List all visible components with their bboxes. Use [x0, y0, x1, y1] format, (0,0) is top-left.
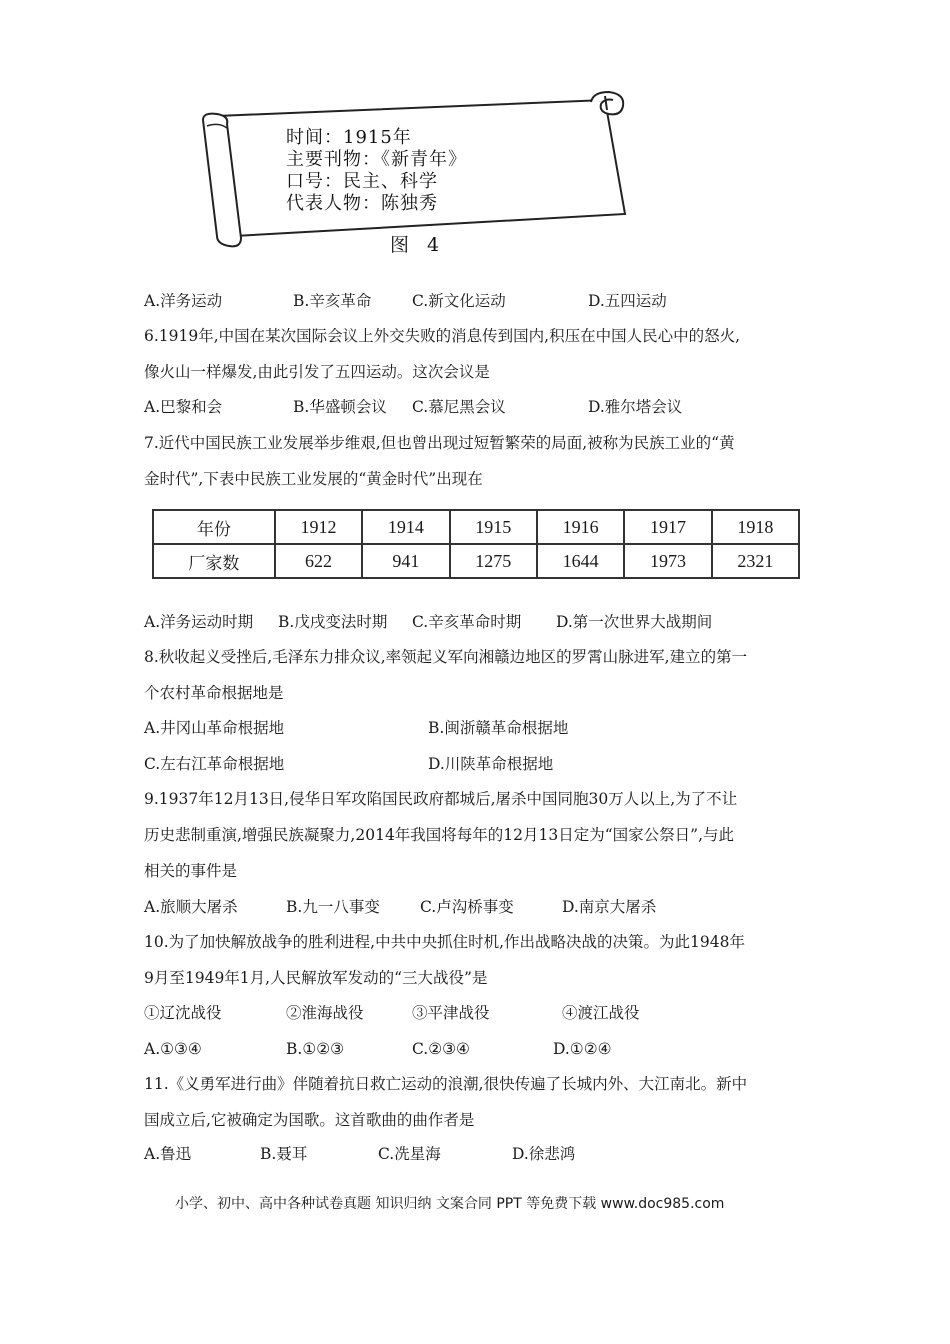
- q8-option-a[interactable]: A.井冈山革命根据地: [144, 719, 285, 737]
- q5-option-a[interactable]: A.洋务运动: [144, 292, 223, 310]
- q11-stem-line-1: 11.《义勇军进行曲》伴随着抗日救亡运动的浪潮,很快传遍了长城内外、大江南北。新中: [144, 1075, 748, 1093]
- q10-option-d[interactable]: D.①②④: [553, 1040, 612, 1058]
- table-cell-year: 1914: [362, 510, 449, 544]
- figure-line-time: 时间：1915年: [286, 127, 412, 148]
- q11-stem-line-2: 国成立后,它被确定为国歌。这首歌曲的曲作者是: [144, 1111, 475, 1129]
- q10-item-4: ④渡江战役: [562, 1004, 640, 1022]
- q10-stem-line-1: 10.为了加快解放战争的胜利进程,中共中央抓住时机,作出战略决战的决策。为此1948年: [144, 933, 745, 951]
- q10-option-a[interactable]: A.①③④: [144, 1040, 202, 1058]
- q10-stem-line-2: 9月至1949年1月,人民解放军发动的“三大战役”是: [144, 969, 488, 987]
- factory-count-table: [152, 509, 800, 579]
- table-cell-year: 1918: [712, 510, 799, 544]
- q8-option-c[interactable]: C.左右江革命根据地: [144, 755, 285, 773]
- q11-option-d[interactable]: D.徐悲鸿: [512, 1145, 576, 1163]
- q5-option-d[interactable]: D.五四运动: [588, 292, 667, 310]
- table-cell-count: 941: [362, 544, 449, 578]
- table-cell-count: 1644: [537, 544, 624, 578]
- table-cell-count: 1973: [624, 544, 711, 578]
- table-header-year: 年份: [153, 510, 275, 544]
- q10-item-3: ③平津战役: [412, 1004, 490, 1022]
- q8-option-b[interactable]: B.闽浙赣革命根据地: [428, 719, 569, 737]
- q7-option-b[interactable]: B.戊戌变法时期: [278, 613, 388, 631]
- figure-line-figure: 代表人物：陈独秀: [286, 193, 438, 214]
- q11-option-a[interactable]: A.鲁迅: [144, 1145, 192, 1163]
- table-cell-count: 2321: [712, 544, 799, 578]
- q9-option-a[interactable]: A.旅顺大屠杀: [144, 898, 238, 916]
- table-row-years: [153, 510, 799, 544]
- q11-option-c[interactable]: C.冼星海: [378, 1145, 441, 1163]
- q9-option-b[interactable]: B.九一八事变: [286, 898, 380, 916]
- q6-option-b[interactable]: B.华盛顿会议: [293, 398, 387, 416]
- q10-item-2: ②淮海战役: [286, 1004, 364, 1022]
- q6-option-d[interactable]: D.雅尔塔会议: [588, 398, 683, 416]
- table-cell-count: 1275: [450, 544, 537, 578]
- q9-stem-line-1: 9.1937年12月13日,侵华日军攻陷国民政府都城后,屠杀中国同胞30万人以上,为了不让: [144, 790, 738, 808]
- q9-option-c[interactable]: C.卢沟桥事变: [420, 898, 514, 916]
- q9-stem-line-3: 相关的事件是: [144, 862, 238, 880]
- q10-option-c[interactable]: C.②③④: [412, 1040, 470, 1058]
- q5-option-c[interactable]: C.新文化运动: [412, 292, 506, 310]
- q10-item-1: ①辽沈战役: [144, 1004, 222, 1022]
- table-cell-count: 622: [275, 544, 362, 578]
- page-footer: 小学、初中、高中各种试卷真题 知识归纳 文案合同 PPT 等免费下载 www.doc985.com: [175, 1196, 725, 1212]
- table-header-count: 厂家数: [153, 544, 275, 578]
- q6-option-c[interactable]: C.慕尼黑会议: [412, 398, 506, 416]
- figure-line-publication: 主要刊物：《新青年》: [286, 149, 467, 170]
- q11-option-b[interactable]: B.聂耳: [260, 1145, 308, 1163]
- q6-option-a[interactable]: A.巴黎和会: [144, 398, 223, 416]
- table-cell-year: 1912: [275, 510, 362, 544]
- q7-option-a[interactable]: A.洋务运动时期: [144, 613, 254, 631]
- q6-stem-line-2: 像火山一样爆发,由此引发了五四运动。这次会议是: [144, 363, 490, 381]
- q9-option-d[interactable]: D.南京大屠杀: [562, 898, 657, 916]
- table-cell-year: 1916: [537, 510, 624, 544]
- table-row-counts: [153, 544, 799, 578]
- q8-stem-line-2: 个农村革命根据地是: [144, 684, 284, 702]
- table-cell-year: 1915: [450, 510, 537, 544]
- q7-stem-line-1: 7.近代中国民族工业发展举步维艰,但也曾出现过短暂繁荣的局面,被称为民族工业的“黄: [144, 434, 735, 452]
- q5-option-b[interactable]: B.辛亥革命: [293, 292, 372, 310]
- q10-option-b[interactable]: B.①②③: [286, 1040, 345, 1058]
- q7-stem-line-2: 金时代”,下表中民族工业发展的“黄金时代”出现在: [144, 470, 483, 488]
- q9-stem-line-2: 历史悲制重演,增强民族凝聚力,2014年我国将每年的12月13日定为“国家公祭日”,与此: [144, 826, 735, 844]
- q7-option-d[interactable]: D.第一次世界大战期间: [556, 613, 713, 631]
- q8-option-d[interactable]: D.川陕革命根据地: [428, 755, 554, 773]
- q8-stem-line-1: 8.秋收起义受挫后,毛泽东力排众议,率领起义军向湘赣边地区的罗霄山脉进军,建立的第一: [144, 648, 748, 666]
- q6-stem-line-1: 6.1919年,中国在某次国际会议上外交失败的消息传到国内,积压在中国人民心中的怒火,: [144, 327, 741, 345]
- table-cell-year: 1917: [624, 510, 711, 544]
- figure-caption: 图 4: [390, 234, 446, 256]
- q7-option-c[interactable]: C.辛亥革命时期: [412, 613, 522, 631]
- figure-line-slogan: 口号：民主、科学: [286, 171, 438, 192]
